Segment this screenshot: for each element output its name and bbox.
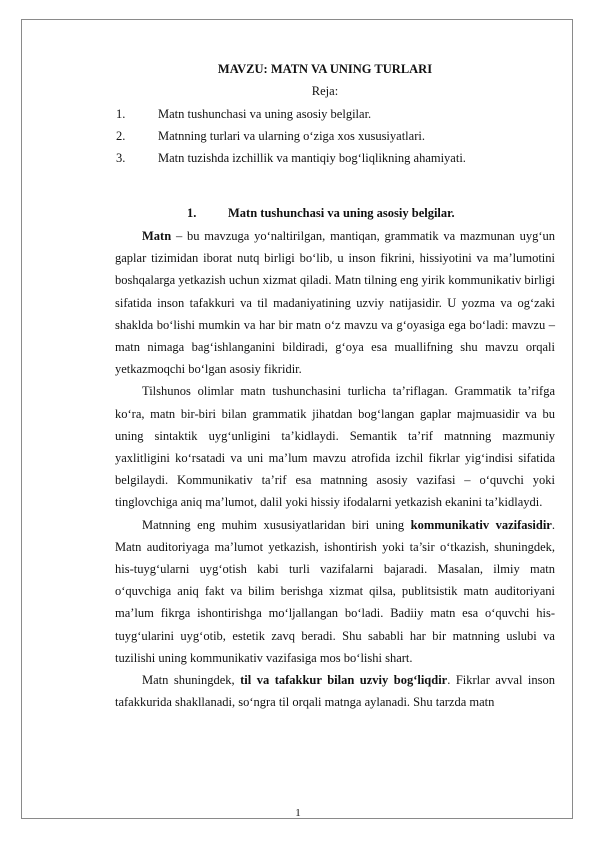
paragraph-text: . Matn auditoriyaga ma’lumot yetkazish, ishontirish yoki ta’sir o‘tkazish, shuningdek, his-tuyg‘ularni uyg‘otish kabi turli vazifalarni bajaradi. Masalan, ilmiy matn o‘quvchiga aniq fakt va bilim berishga xizmat qilsa, publitsistik matn auditoriyani ma’lum fikrga ishontirishga mo‘ljallangan bo‘ladi. Badiiy matn esa o‘quvchi his-tuyg‘ularini uyg‘otib, estetik zavq beradi. Shu sababli har bir matnning uslubi va tuzilishi uning kommunikativ vazifasiga mos bo‘lishi shart.: [115, 517, 555, 665]
plan-item-number: 3.: [116, 151, 126, 165]
section-number: 1.: [187, 206, 197, 220]
term-bold: Matn: [142, 229, 172, 243]
paragraph-text: Tilshunos olimlar matn tushunchasini turlicha ta’riflagan. Grammatik ta’rifga ko‘ra, matn bir-biri bilan grammatik jihatdan bog‘langan gaplar majmuasidir va bu uning sintaktik uyg‘unligini ta’kidlaydi. Semantik ta’rif matnning mazmuniy yaxlitligini ko‘rsatadi va uni ma’lum mavzu atrofida izchil fikrlar yig‘indisi sifatida belgilaydi. Kommunikativ ta’rif esa matnning asosiy vazifasi – o‘quvchi yoki tinglovchiga aniq ma’lumot, dalil yoki hissiy ifodalarni yetkazish ekanini ta’kidlaydi.: [115, 384, 555, 510]
paragraph: [115, 380, 555, 513]
plan-item-text: Matn tuzishda izchillik va mantiqiy bog‘liqlikning ahamiyati.: [158, 151, 466, 165]
page-number: 1: [295, 807, 301, 819]
body-text: [115, 225, 555, 713]
document-title: MAVZU: MATN VA UNING TURLARI: [217, 62, 433, 76]
plan-item-number: 1.: [116, 107, 126, 121]
term-bold: til va tafakkur bilan uzviy bog‘liqdir: [240, 673, 448, 688]
plan-item-text: Matn tushunchasi va uning asosiy belgilar.: [158, 107, 372, 121]
paragraph: [115, 225, 555, 380]
paragraph-text: Matnning eng muhim xususiyatlaridan biri uning: [142, 517, 411, 532]
plan-item-text: Matnning turlari va ularning o‘ziga xos xususiyatlari.: [158, 129, 425, 143]
paragraph: [115, 514, 555, 669]
paragraph-text: Matn shuningdek,: [142, 673, 241, 688]
paragraph-text: . Fikrlar avval inson tafakkurida shakllanadi, so‘ngra til orqali matnga aylanadi. Shu tarzda matn: [115, 673, 555, 710]
plan-item-number: 2.: [116, 129, 126, 143]
term-bold: kommunikativ vazifasidir: [410, 517, 552, 532]
paragraph-text: – bu mavzuga yo‘naltirilgan, mantiqan, grammatik va mazmunan uyg‘un gaplar tizimidan iborat nutq birligi bo‘lib, u inson fikrini, hissiyotini va ma’lumotini boshqalarga yetkazish uchun xizmat qiladi. Matn tilning eng yirik kommunikativ birligi sifatida inson tafakkuri va til madaniyatining uzviy natijasidir. U yozma va og‘zaki shaklda bo‘lishi mumkin va har bir matn o‘z mavzu va g‘oyasiga ega bo‘ladi: mavzu – matn nimaga bag‘ishlanganini bildiradi, g‘oya esa muallifning shu mavzu orqali yetkazmoqchi bo‘lgan asosiy fikridir.: [115, 229, 555, 377]
paragraph: [115, 669, 555, 713]
plan-label: Reja:: [311, 84, 339, 98]
section-title: Matn tushunchasi va uning asosiy belgilar.: [228, 206, 455, 220]
